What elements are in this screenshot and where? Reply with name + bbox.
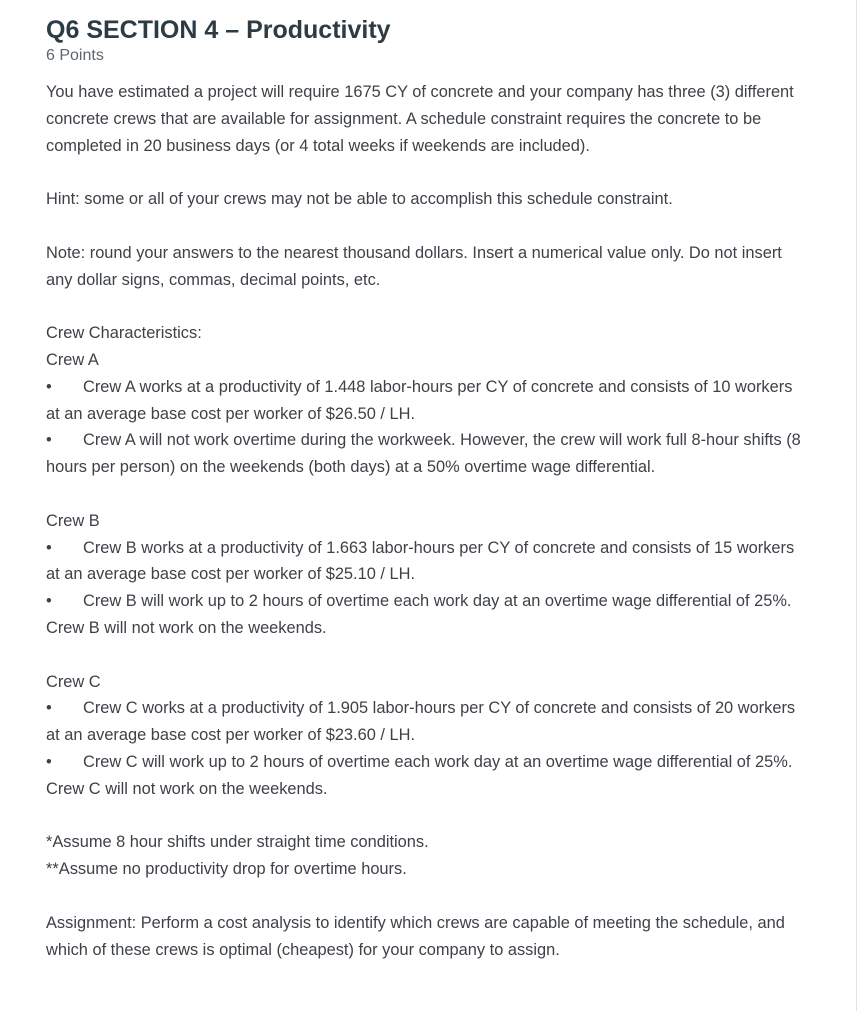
crew-c-bullet-1: [46, 695, 806, 749]
question-title: [46, 14, 856, 46]
crew-b-bullet-1: [46, 535, 806, 589]
bullet-icon: •: [46, 377, 52, 396]
crew-a-productivity: Crew A works at a productivity of 1.448 labor-hours per CY of concrete and consists of 10 workers at an average base cost per worker of $26.50 / LH.: [46, 377, 793, 423]
question-points: 6 Points: [46, 47, 104, 64]
crew-c-bullet-2: [46, 749, 806, 803]
question-number: Q6: [46, 16, 80, 44]
bullet-icon: •: [46, 752, 52, 771]
crew-c-name: Crew C: [46, 672, 101, 691]
assumption-2: **Assume no productivity drop for overtime hours.: [46, 860, 407, 879]
bullet-icon: •: [46, 592, 52, 611]
question-section-title: SECTION 4 – Productivity: [86, 16, 391, 44]
intro-paragraph: You have estimated a project will require 1675 CY of concrete and your company has three (3) different concrete crews that are available for assignment. A schedule constraint requires the concrete to be completed in 20 business days (or 4 total weeks if weekends are included).: [46, 83, 794, 155]
crew-c-overtime: Crew C will work up to 2 hours of overtime each work day at an overtime wage differential of 25%. Crew C will not work on the weekends.: [46, 752, 793, 798]
crew-a-name: Crew A: [46, 350, 99, 369]
crew-characteristics-heading: Crew Characteristics:: [46, 324, 202, 343]
bullet-icon: •: [46, 538, 52, 557]
crew-a-overtime: Crew A will not work overtime during the workweek. However, the crew will work full 8-hour shifts (8 hours per person) on the weekends (both days) at a 50% overtime wage differential.: [46, 431, 801, 477]
crew-b-name: Crew B: [46, 511, 100, 530]
hint-paragraph: Hint: some or all of your crews may not be able to accomplish this schedule constraint.: [46, 190, 673, 209]
crew-b-productivity: Crew B works at a productivity of 1.663 labor-hours per CY of concrete and consists of 15 workers at an average base cost per worker of $25.10 / LH.: [46, 538, 795, 584]
assumption-1: *Assume 8 hour shifts under straight time conditions.: [46, 833, 429, 852]
crew-a-bullet-2: [46, 427, 806, 481]
question-body: [46, 79, 806, 963]
crew-b-bullet-2: [46, 588, 806, 642]
note-paragraph: Note: round your answers to the nearest thousand dollars. Insert a numerical value only. Do not insert any dollar signs, commas, decimal points, etc.: [46, 243, 782, 289]
crew-b-overtime: Crew B will work up to 2 hours of overtime each work day at an overtime wage differential of 25%. Crew B will not work on the weekends.: [46, 592, 792, 637]
crew-a-bullet-1: [46, 374, 806, 428]
crew-c-productivity: Crew C works at a productivity of 1.905 labor-hours per CY of concrete and consists of 20 workers at an average base cost per worker of $23.60 / LH.: [46, 699, 796, 745]
bullet-icon: •: [46, 431, 52, 450]
bullet-icon: •: [46, 699, 52, 718]
assignment-paragraph: Assignment: Perform a cost analysis to identify which crews are capable of meeting the schedule, and which of these crews is optimal (cheapest) for your company to assign.: [46, 913, 785, 959]
